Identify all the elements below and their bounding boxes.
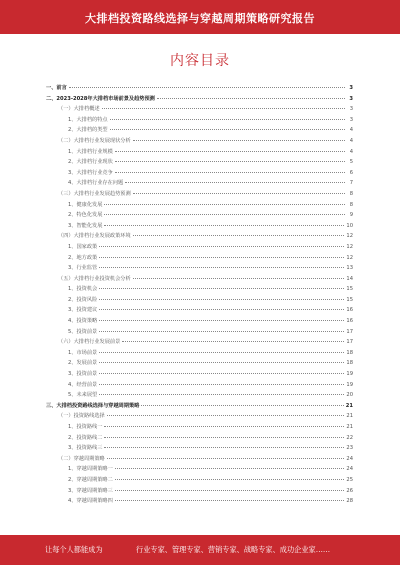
toc-entry-page: 16	[346, 318, 353, 325]
toc-entry-label: 5、投资前景	[68, 327, 98, 338]
toc-entry[interactable]	[46, 115, 353, 126]
page-footer	[0, 535, 400, 565]
toc-entry-label: 2、地方政策	[68, 253, 98, 264]
toc-entry[interactable]	[46, 369, 353, 380]
footer-slogan-right: 行业专家、管理专家、营销专家、战略专家、成功企业家……	[136, 545, 331, 554]
toc-dot-leader	[99, 288, 344, 289]
toc-entry-label: 4、穿越周期策略四	[68, 496, 114, 507]
report-title: 大排档投资路线选择与穿越周期策略研究报告	[85, 12, 315, 25]
toc-entry-page: 16	[346, 307, 353, 314]
toc-entry[interactable]	[46, 358, 353, 369]
toc-entry[interactable]	[46, 454, 353, 465]
toc-entry[interactable]	[46, 411, 353, 422]
toc-entry-page: 21	[345, 402, 353, 409]
toc-entry-page: 25	[346, 476, 353, 483]
toc-dot-leader	[133, 193, 345, 194]
toc-entry-page: 18	[346, 360, 353, 367]
toc-dot-leader	[99, 267, 344, 268]
toc-entry-label: 3、行业监管	[68, 263, 98, 274]
toc-entry-page: 12	[346, 233, 353, 240]
toc-dot-leader	[104, 214, 345, 215]
toc-entry-label: 一、前言	[46, 83, 68, 94]
toc-entry[interactable]	[46, 327, 353, 338]
toc-entry-page: 9	[349, 212, 353, 219]
toc-entry-page: 3	[349, 106, 353, 113]
toc-entry[interactable]	[46, 136, 353, 147]
toc-entry-label: 3、智能化发展	[68, 221, 103, 232]
toc-dot-leader	[104, 426, 344, 427]
toc-entry-label: （二）大排档行业发展现状分析	[58, 136, 132, 147]
toc-entry[interactable]	[46, 496, 353, 507]
toc-entry-label: （六）大排档行业发展前景	[58, 337, 121, 348]
toc-entry-page: 13	[346, 265, 353, 272]
toc-entry-label: 1、穿越周期策略一	[68, 464, 114, 475]
toc-dot-leader	[115, 468, 345, 469]
toc-entry-page: 14	[346, 275, 353, 282]
toc-entry-label: 二、2023-2028年大排档市场前景及趋势预测	[46, 94, 156, 105]
toc-entry[interactable]	[46, 486, 353, 497]
toc-entry-page: 6	[349, 169, 353, 176]
toc-entry-label: 2、大排档的类型	[68, 125, 109, 136]
toc-entry-label: 3、大排档行业竞争	[68, 168, 114, 179]
toc-dot-leader	[99, 246, 344, 247]
toc-entry-page: 8	[349, 201, 353, 208]
toc-entry-label: （一）大排档概述	[58, 104, 101, 115]
toc-entry[interactable]	[46, 147, 353, 158]
toc-entry[interactable]	[46, 295, 353, 306]
toc-entry[interactable]	[46, 83, 353, 94]
toc-entry[interactable]	[46, 284, 353, 295]
toc-dot-leader	[104, 204, 345, 205]
toc-entry-label: （四）大排档行业发展政策环境	[58, 231, 132, 242]
toc-entry-page: 8	[349, 190, 353, 197]
toc-entry-page: 4	[349, 137, 353, 144]
toc-entry-page: 24	[346, 466, 353, 473]
toc-entry-label: 3、投资建议	[68, 305, 98, 316]
toc-entry[interactable]	[46, 263, 353, 274]
toc-entry-label: 3、投资路线三	[68, 443, 103, 454]
toc-entry[interactable]	[46, 337, 353, 348]
toc-dot-leader	[104, 447, 344, 448]
toc-dot-leader	[99, 257, 344, 258]
toc-entry[interactable]	[46, 178, 353, 189]
toc-dot-leader	[115, 151, 345, 152]
toc-entry-label: 1、投资机会	[68, 284, 98, 295]
toc-entry-label: 1、大排档行业规模	[68, 147, 114, 158]
toc-entry[interactable]	[46, 210, 353, 221]
toc-dot-leader	[115, 490, 345, 491]
toc-entry-label: 4、经营前景	[68, 380, 98, 391]
toc-entry[interactable]	[46, 189, 353, 200]
toc-entry-page: 4	[349, 127, 353, 134]
toc-dot-leader	[115, 479, 345, 480]
toc-entry-label: （三）大排档行业发展趋势预测	[58, 189, 132, 200]
toc-entry-page: 17	[346, 339, 353, 346]
toc-entry[interactable]	[46, 221, 353, 232]
page-header	[0, 0, 400, 34]
toc-dot-leader	[115, 161, 345, 162]
toc-entry[interactable]	[46, 316, 353, 327]
toc-entry-label: 2、特色化发展	[68, 210, 103, 221]
toc-dot-leader	[157, 98, 345, 99]
toc-entry-page: 3	[349, 95, 353, 102]
toc-entry[interactable]	[46, 422, 353, 433]
toc-entry-label: 2、发展前景	[68, 358, 98, 369]
toc-entry-page: 24	[346, 455, 353, 462]
toc-entry[interactable]	[46, 200, 353, 211]
toc-dot-leader	[99, 384, 344, 385]
toc-entry[interactable]	[46, 242, 353, 253]
toc-entry[interactable]	[46, 168, 353, 179]
toc-dot-leader	[133, 278, 345, 279]
toc-entry-page: 28	[346, 498, 353, 505]
toc-entry-page: 15	[346, 286, 353, 293]
toc-dot-leader	[99, 352, 344, 353]
toc-entry-page: 22	[346, 434, 353, 441]
toc-dot-leader	[115, 172, 345, 173]
toc-dot-leader	[107, 415, 345, 416]
toc-entry-label: 1、大排档的特点	[68, 115, 109, 126]
toc-dot-leader	[99, 309, 344, 310]
toc-entry[interactable]	[46, 401, 353, 412]
toc-title: 内容目录	[170, 53, 230, 69]
toc-dot-leader	[115, 500, 345, 501]
toc-entry-label: 1、国家政策	[68, 242, 98, 253]
toc-dot-leader	[99, 331, 344, 332]
toc-entry-page: 3	[349, 116, 353, 123]
toc-dot-leader	[110, 119, 345, 120]
toc-dot-leader	[99, 373, 344, 374]
toc-entry-label: 2、投资路线二	[68, 433, 103, 444]
toc-entry-page: 20	[346, 392, 353, 399]
toc-dot-leader	[69, 87, 345, 88]
toc-dot-leader	[133, 140, 345, 141]
toc-entry-label: 2、大排档行业现状	[68, 157, 114, 168]
toc-entry-page: 23	[346, 445, 353, 452]
toc-dot-leader	[110, 129, 345, 130]
toc-entry-label: （五）大排档行业投资机会分析	[58, 274, 132, 285]
toc-entry-label: 2、穿越周期策略二	[68, 475, 114, 486]
toc-entry[interactable]	[46, 231, 353, 242]
toc-entry[interactable]	[46, 390, 353, 401]
toc-dot-leader	[99, 299, 344, 300]
toc-entry[interactable]	[46, 348, 353, 359]
toc-entry-label: 三、大排档投资路线选择与穿越周期策略	[46, 401, 140, 412]
toc-entry[interactable]	[46, 380, 353, 391]
toc-dot-leader	[104, 225, 344, 226]
toc-entry[interactable]	[46, 104, 353, 115]
toc-dot-leader	[104, 437, 344, 438]
toc-entry[interactable]	[46, 475, 353, 486]
toc-dot-leader	[141, 405, 343, 406]
toc-dot-leader	[99, 320, 344, 321]
toc-entry[interactable]	[46, 443, 353, 454]
toc-entry-page: 10	[346, 222, 353, 229]
toc-dot-leader	[122, 341, 344, 342]
toc-entry-label: 1、健康化发展	[68, 200, 103, 211]
table-of-contents	[46, 83, 353, 507]
toc-entry-page: 21	[346, 424, 353, 430]
toc-entry-page: 15	[346, 296, 353, 303]
toc-entry-label: 4、投资策略	[68, 316, 98, 327]
toc-entry-label: 3、投资前景	[68, 369, 98, 380]
footer-slogan-left: 让每个人都能成为	[45, 545, 103, 554]
toc-dot-leader	[99, 394, 344, 395]
toc-entry[interactable]	[46, 94, 353, 105]
toc-entry-page: 4	[349, 148, 353, 155]
toc-entry-label: （一）投资路线选择	[58, 411, 106, 422]
toc-dot-leader	[107, 458, 345, 459]
toc-entry-page: 7	[349, 180, 353, 187]
toc-entry-label: 1、市场前景	[68, 348, 98, 359]
toc-entry-label: 4、大排档行业存在问题	[68, 178, 124, 189]
toc-dot-leader	[125, 182, 345, 183]
toc-entry-label: （二）穿越周期策略	[58, 454, 106, 465]
toc-entry-page: 26	[346, 487, 353, 494]
toc-entry-page: 12	[346, 254, 353, 261]
toc-entry-page: 19	[346, 371, 353, 378]
toc-entry[interactable]	[46, 125, 353, 136]
toc-entry-label: 1、投资路线一	[68, 422, 103, 433]
toc-entry-page: 21	[346, 413, 353, 420]
toc-entry[interactable]	[46, 433, 353, 444]
toc-entry[interactable]	[46, 253, 353, 264]
toc-entry-page: 18	[346, 349, 353, 356]
toc-entry[interactable]	[46, 274, 353, 285]
toc-entry[interactable]	[46, 305, 353, 316]
toc-dot-leader	[102, 108, 345, 109]
toc-entry[interactable]	[46, 157, 353, 168]
toc-entry-page: 19	[346, 381, 353, 388]
toc-dot-leader	[133, 235, 345, 236]
toc-entry[interactable]	[46, 464, 353, 475]
toc-entry-page: 12	[346, 243, 353, 250]
toc-entry-label: 3、穿越周期策略三	[68, 486, 114, 497]
toc-entry-label: 2、投资风险	[68, 295, 98, 306]
toc-entry-label: 5、未来展望	[68, 390, 98, 401]
toc-entry-page: 5	[349, 159, 353, 166]
toc-entry-page: 3	[349, 85, 353, 91]
toc-entry-page: 17	[346, 328, 353, 335]
toc-dot-leader	[99, 362, 344, 363]
